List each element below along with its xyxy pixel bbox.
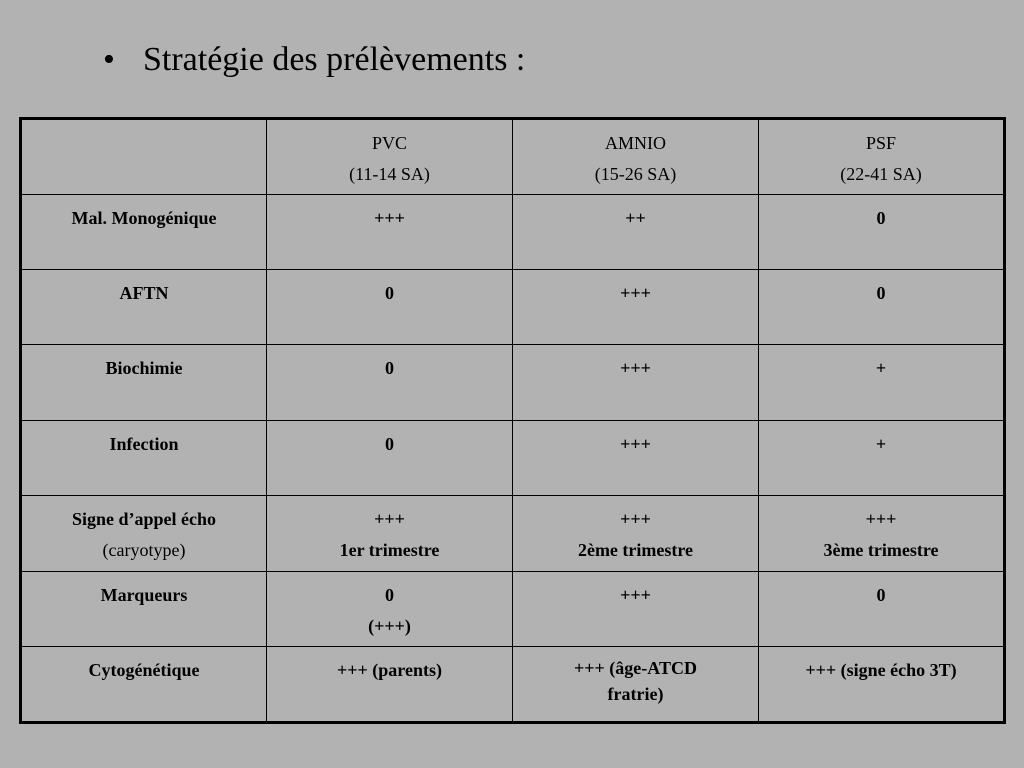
table-row [21, 496, 1005, 572]
table-cell [267, 496, 513, 572]
header-cell-psf [759, 119, 1005, 195]
header-name: PSF [865, 133, 897, 153]
cell-line: +++ [374, 509, 405, 529]
cell-line: fratrie) [607, 684, 664, 704]
cell-line: +++ [620, 358, 651, 378]
table-cell [759, 572, 1005, 647]
table-cell [267, 421, 513, 496]
cell-line: 0 [385, 585, 394, 605]
table-cell [267, 647, 513, 723]
cell-line: +++ [620, 585, 651, 605]
header-row [21, 119, 1005, 195]
table-cell [267, 270, 513, 345]
cell-line: +++ [620, 283, 651, 303]
cell-line: 1er trimestre [339, 540, 440, 560]
table-row [21, 421, 1005, 496]
row-label-line: (caryotype) [102, 540, 186, 560]
cell-line: 2ème trimestre [577, 540, 694, 560]
row-label-line: Signe d’appel écho [71, 509, 217, 529]
comparison-table [19, 117, 1006, 724]
header-range: (15-26 SA) [594, 164, 677, 184]
row-label-line: AFTN [119, 283, 169, 303]
table-row [21, 572, 1005, 647]
table-row [21, 270, 1005, 345]
row-label-line: Mal. Monogénique [71, 208, 217, 228]
row-label-line: Biochimie [105, 358, 183, 378]
table-cell [513, 496, 759, 572]
header-name: PVC [371, 133, 407, 153]
cell-line: +++ [374, 208, 405, 228]
cell-line: 0 [876, 208, 886, 228]
table-cell [759, 270, 1005, 345]
table-cell [759, 496, 1005, 572]
table-cell [513, 572, 759, 647]
row-label-cytogenetique [21, 647, 267, 723]
cell-line: +++ [620, 509, 651, 529]
header-range: (22-41 SA) [840, 164, 922, 184]
header-cell-pvc [267, 119, 513, 195]
bullet-icon: • [103, 41, 115, 78]
table-row [21, 647, 1005, 723]
table-cell [759, 647, 1005, 723]
slide-title-text: Stratégie des prélèvements : [143, 41, 526, 78]
cell-line: (+++) [368, 616, 411, 636]
cell-line: +++ [865, 509, 897, 529]
row-label-line: Infection [109, 434, 179, 454]
table-cell [759, 421, 1005, 496]
cell-line: +++ (parents) [337, 660, 442, 680]
cell-line: ++ [625, 208, 646, 228]
table-cell [513, 270, 759, 345]
table-row [21, 195, 1005, 270]
cell-line: 0 [876, 585, 886, 605]
table-cell [267, 195, 513, 270]
table-cell [759, 195, 1005, 270]
table-cell [267, 572, 513, 647]
row-label-signe-appel-echo [21, 496, 267, 572]
table-cell [513, 421, 759, 496]
cell-line: 0 [385, 283, 394, 303]
header-name: AMNIO [605, 133, 666, 153]
table-cell [759, 345, 1005, 421]
table-cell [513, 345, 759, 421]
row-label-line: Marqueurs [100, 585, 188, 605]
row-label-aftn [21, 270, 267, 345]
cell-line: 0 [385, 434, 394, 454]
row-label-line: Cytogénétique [88, 660, 200, 680]
header-range: (11-14 SA) [349, 164, 430, 184]
slide-title [103, 40, 525, 80]
row-label-marqueurs [21, 572, 267, 647]
row-label-infection [21, 421, 267, 496]
row-label-biochimie [21, 345, 267, 421]
header-cell-amnio [513, 119, 759, 195]
cell-line: +++ (âge-ATCD [574, 658, 697, 678]
table-cell [513, 647, 759, 723]
table-cell [267, 345, 513, 421]
cell-line: + [875, 358, 887, 378]
cell-line: +++ [620, 434, 651, 454]
cell-line: 0 [876, 283, 886, 303]
table-row [21, 345, 1005, 421]
cell-line: 0 [385, 358, 394, 378]
header-corner-cell [21, 119, 267, 195]
cell-line: +++ (signe écho 3T) [805, 660, 957, 680]
cell-line: 3ème trimestre [823, 540, 939, 560]
cell-line: + [875, 434, 887, 454]
row-label-mal-monogenique [21, 195, 267, 270]
table-cell [513, 195, 759, 270]
